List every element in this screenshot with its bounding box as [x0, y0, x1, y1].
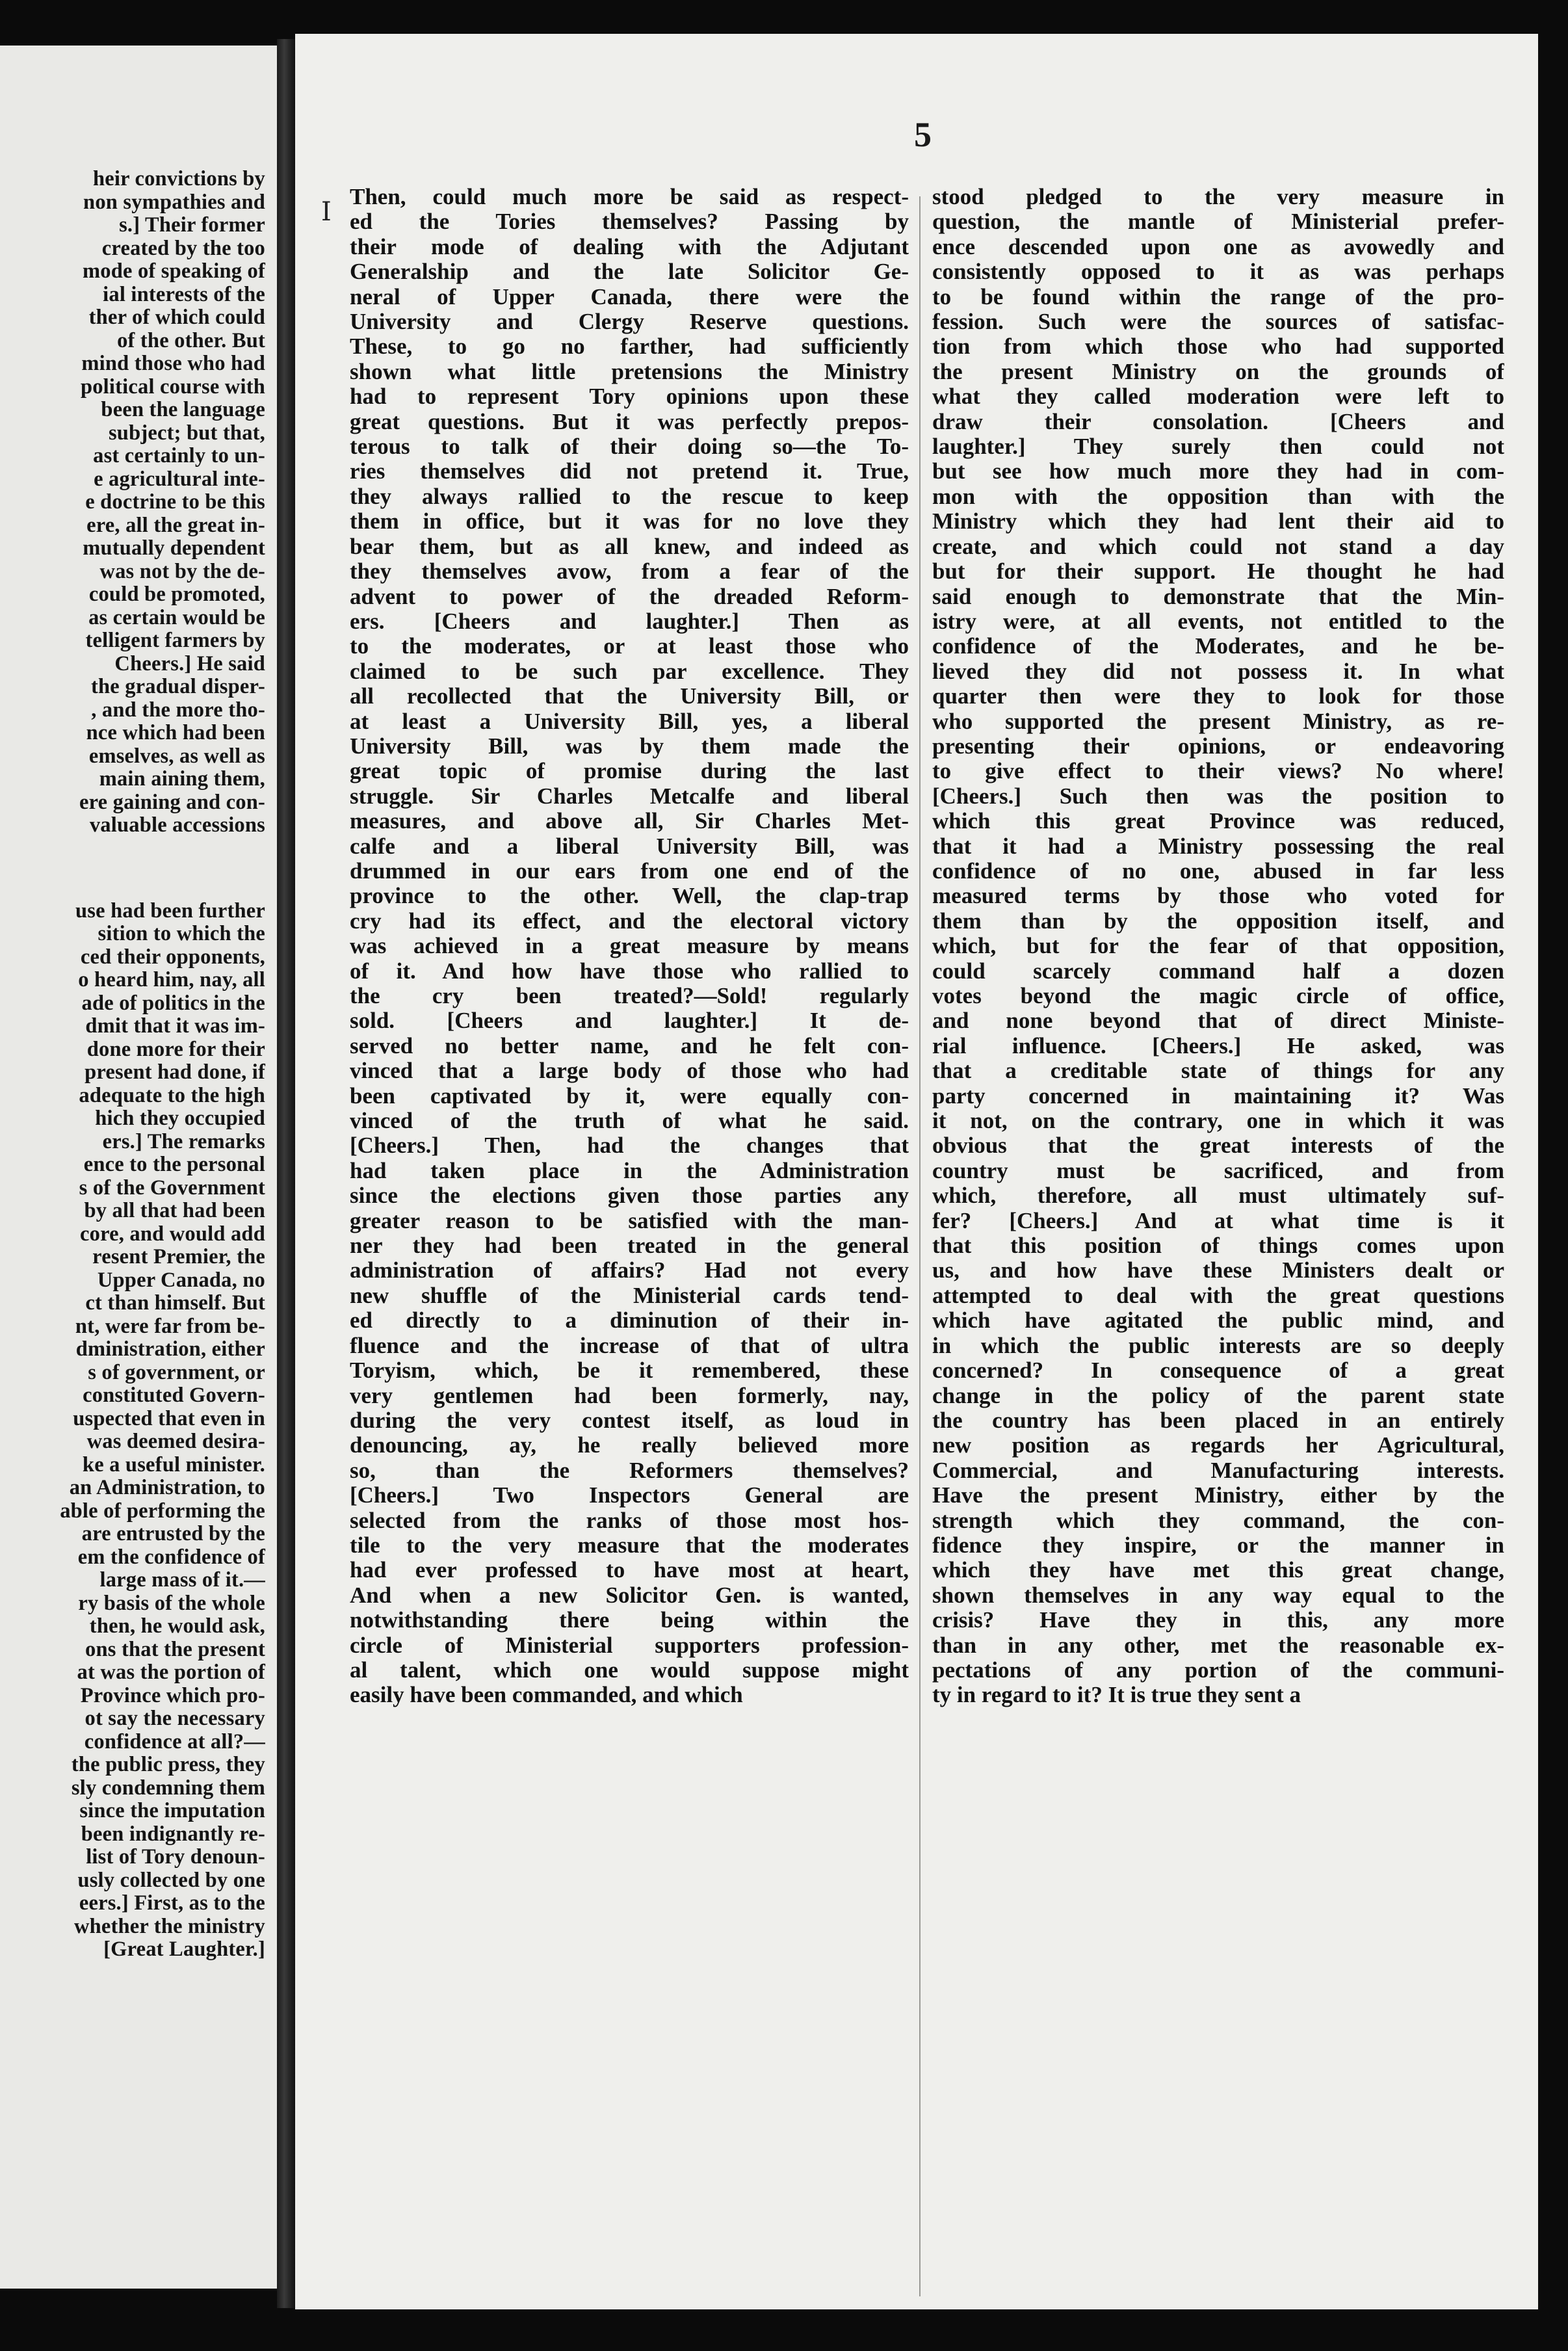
column-one-line: calfe and a liberal University Bill, was [350, 834, 909, 859]
column-two-line: ence descended upon one as avowedly and [932, 234, 1504, 259]
left-text-line: constituted Govern- [83, 1384, 265, 1407]
column-one-line: them in office, but it was for no love they [350, 509, 909, 534]
left-text-line: valuable accessions [89, 813, 265, 837]
left-text-line: , and the more tho- [91, 698, 265, 722]
column-two-line: confidence of no one, abused in far less [932, 858, 1504, 884]
left-text-line: s of government, or [88, 1360, 265, 1384]
column-two-line: strength which they command, the con- [932, 1508, 1504, 1533]
main-page [295, 34, 1538, 2309]
left-text-line: non sympathies and [83, 190, 265, 214]
left-text-line: o heard him, nay, all [78, 968, 265, 992]
left-text-line: Upper Canada, no [97, 1268, 265, 1292]
column-one-line: These, to go no farther, had sufficiently [350, 334, 909, 360]
column-two-line: ty in regard to it? It is true they sent a [932, 1683, 1301, 1708]
left-text-line: hich they occupied [95, 1107, 265, 1130]
column-two-line: could scarcely command half a dozen [932, 958, 1504, 984]
column-two-line: them than by the opposition itself, and [932, 908, 1504, 934]
column-one-line: vinced of the truth of what he said. [350, 1109, 909, 1134]
column-two-line: which have agitated the public mind, and [932, 1308, 1504, 1333]
left-text-line: ced their opponents, [80, 945, 265, 969]
left-text-line [0, 837, 265, 900]
column-two-line: Commercial, and Manufacturing interests. [932, 1458, 1504, 1483]
column-two-line: tion from which those who had supported [932, 334, 1504, 360]
left-text-line: nce which had been [86, 721, 265, 744]
column-one-line: University and Clergy Reserve questions. [350, 309, 909, 335]
column-two-line: the country has been placed in an entirely [932, 1408, 1504, 1433]
column-two-line: question, the mantle of Ministerial prefer- [932, 209, 1504, 235]
column-two-line: measured terms by those who voted for [932, 884, 1504, 909]
left-text-line: usly collected by one [77, 1868, 265, 1892]
column-one-line: ed directly to a diminution of their in- [350, 1308, 909, 1333]
column-one-line: fluence and the increase of that of ultra [350, 1333, 909, 1358]
left-text-line: ons that the present [85, 1637, 265, 1661]
margin-mark: Ⅰ [321, 197, 332, 226]
column-two-line: and none beyond that of direct Ministe- [932, 1008, 1504, 1034]
column-two-line: crisis? Have they in this, any more [932, 1608, 1504, 1633]
column-one-line: advent to power of the dreaded Reform- [350, 584, 909, 609]
column-two-line: us, and how have these Ministers dealt or [932, 1258, 1504, 1283]
column-two-line: attempted to deal with the great questions [932, 1283, 1504, 1308]
column-two-line: country must be sacrificed, and from [932, 1158, 1504, 1183]
left-text-line: telligent farmers by [85, 629, 265, 652]
column-one-line: they themselves avow, from a fear of the [350, 559, 909, 584]
column-one-line: had ever professed to have most at heart, [350, 1558, 909, 1583]
column-one-line: [Cheers.] Two Inspectors General are [350, 1483, 909, 1508]
column-two-line: who supported the present Ministry, as re- [932, 709, 1504, 734]
column-one-line: neral of Upper Canada, there were the [350, 284, 909, 309]
column-one-line: [Cheers.] Then, had the changes that [350, 1133, 909, 1159]
left-text-line: ere, all the great in- [86, 513, 265, 537]
column-one-line: sold. [Cheers and laughter.] It de- [350, 1008, 909, 1034]
column-one-line: al talent, which one would suppose might [350, 1657, 909, 1683]
left-text-line: mutually dependent [83, 536, 265, 560]
column-two-line: mon with the opposition than with the [932, 484, 1504, 509]
column-two-line: to give effect to their views? No where! [932, 759, 1504, 784]
left-text-line: then, he would ask, [89, 1614, 265, 1638]
left-text-line: ther of which could [88, 306, 265, 329]
column-one-line: ed the Tories themselves? Passing by [350, 209, 909, 235]
column-two-line: laughter.] They surely then could not [932, 434, 1504, 460]
left-text-line: of the other. But [117, 328, 265, 352]
left-text-line: main aining them, [99, 767, 265, 791]
left-page-fragment [0, 46, 277, 2289]
left-text-line: ial interests of the [103, 282, 265, 306]
column-two-line: quarter then were they to look for those [932, 684, 1504, 709]
left-text-line: was not by the de- [99, 559, 265, 583]
column-one-line: during the very contest itself, as loud in [350, 1408, 909, 1433]
column-two-line: Ministry which they had lent their aid to [932, 509, 1504, 534]
column-one-line: administration of affairs? Had not every [350, 1258, 909, 1283]
left-text-line: sly condemning them [71, 1776, 265, 1800]
left-text-line: ke a useful minister. [82, 1452, 265, 1477]
column-two-line: it not, on the contrary, one in which it was [932, 1109, 1504, 1134]
left-text-line: resent Premier, the [92, 1245, 265, 1268]
page-gutter [277, 39, 295, 2308]
left-text-line: able of performing the [60, 1499, 265, 1523]
column-two-line: fidence they inspire, or the manner in [932, 1532, 1504, 1558]
left-text-line: mode of speaking of [83, 259, 265, 283]
column-one-line: easily have been commanded, and which [350, 1683, 743, 1708]
left-text-line: the gradual disper- [90, 675, 265, 698]
column-one-line: of it. And how have those who rallied to [350, 958, 909, 984]
left-text-line: adequate to the high [79, 1083, 265, 1107]
column-one-line: claimed to be such par excellence. They [350, 659, 909, 684]
column-one-text [350, 185, 909, 1708]
column-two-line: what they called moderation were left to [932, 384, 1504, 410]
left-text-line: ast certainly to un- [93, 444, 265, 467]
column-two-line: consistently opposed to it as was perhaps [932, 259, 1504, 285]
column-two-line: istry were, at all events, not entitled to the [932, 609, 1504, 634]
left-text-line: could be promoted, [88, 583, 265, 606]
left-text-line: subject; but that, [108, 421, 265, 445]
column-one-line: all recollected that the University Bill, or [350, 684, 909, 709]
left-text-line: e agricultural inte- [94, 467, 265, 491]
column-two-line: but for their support. He thought he had [932, 559, 1504, 584]
left-text-line: been indignantly re- [81, 1822, 265, 1846]
column-two-line: pectations of any portion of the communi- [932, 1657, 1504, 1683]
left-text-line: at was the portion of [77, 1661, 265, 1684]
column-two-line: [Cheers.] Such then was the position to [932, 783, 1504, 809]
column-one-line: vinced that a large body of those who had [350, 1058, 909, 1084]
column-one-line: tile to the very measure that the moderates [350, 1532, 909, 1558]
column-two-line: the present Ministry on the grounds of [932, 359, 1504, 384]
column-one-line: selected from the ranks of those most hos- [350, 1508, 909, 1533]
column-two-line: rial influence. [Cheers.] He asked, was [932, 1033, 1504, 1058]
column-one-line: great questions. But it was perfectly prepos- [350, 409, 909, 434]
column-one-line: struggle. Sir Charles Metcalfe and liberal [350, 783, 909, 809]
column-one-line: measures, and above all, Sir Charles Met- [350, 809, 909, 834]
left-text-line: dministration, either [75, 1337, 265, 1361]
left-text-line: sition to which the [98, 922, 265, 945]
left-text-line: mind those who had [81, 352, 265, 375]
column-one-line: Generalship and the late Solicitor Ge- [350, 259, 909, 285]
column-one-line: was achieved in a great measure by means [350, 934, 909, 959]
left-text-line: since the imputation [79, 1799, 265, 1822]
left-text-line: ct than himself. But [85, 1291, 265, 1315]
left-text-line: political course with [80, 374, 265, 399]
column-one-line: they always rallied to the rescue to keep [350, 484, 909, 509]
column-one-line: had to represent Tory opinions upon these [350, 384, 909, 410]
column-one-line: served no better name, and he felt con- [350, 1033, 909, 1058]
column-two-line: Have the present Ministry, either by the [932, 1483, 1504, 1508]
left-text-line: ade of politics in the [81, 991, 265, 1015]
column-two-line: fession. Such were the sources of satisfac- [932, 309, 1504, 335]
column-two-line: in which the public interests are so deeply [932, 1333, 1504, 1358]
column-two-line: said enough to demonstrate that the Min- [932, 584, 1504, 609]
column-two-line: which, therefore, all must ultimately suf- [932, 1183, 1504, 1209]
left-text-line: ot say the necessary [85, 1707, 265, 1730]
left-text-line: was deemed desira- [86, 1430, 265, 1453]
column-one-line: ries themselves did not pretend it. True, [350, 459, 909, 484]
column-one-line: their mode of dealing with the Adjutant [350, 234, 909, 259]
left-text-line: em the confidence of [77, 1545, 265, 1569]
left-text-line: use had been further [75, 899, 265, 923]
left-text-line: whether the ministry [73, 1914, 265, 1938]
column-two-line: than in any other, met the reasonable ex- [932, 1633, 1504, 1658]
column-two-line: presenting their opinions, or endeavoring [932, 733, 1504, 759]
column-one-line: Then, could much more be said as respect- [350, 185, 909, 209]
column-one-line: bear them, but as all knew, and indeed as [350, 534, 909, 559]
column-two-line: stood pledged to the very measure in [932, 185, 1504, 209]
column-two-line: concerned? In consequence of a great [932, 1358, 1504, 1384]
left-text-line: ence to the personal [83, 1153, 265, 1176]
column-two-line: create, and which could not stand a day [932, 534, 1504, 559]
column-two-line: shown themselves in any way equal to the [932, 1583, 1504, 1608]
column-one-line: the cry been treated?—Sold! regularly [350, 984, 909, 1008]
column-one-line: denouncing, ay, he really believed more [350, 1433, 909, 1458]
left-text-line: ere gaining and con- [79, 790, 265, 814]
left-text-line: created by the too [101, 236, 265, 260]
column-two-line: new position as regards her Agricultural, [932, 1433, 1504, 1458]
column-one-line: been captivated by it, were equally con- [350, 1083, 909, 1109]
column-one-line: province to the other. Well, the clap-trap [350, 884, 909, 909]
column-two-line: change in the policy of the parent state [932, 1383, 1504, 1408]
left-text-line: as certain would be [88, 605, 265, 629]
left-text-line: nt, were far from be- [75, 1314, 265, 1338]
left-text-line: by all that had been [84, 1199, 265, 1222]
column-one-line: University Bill, was by them made the [350, 733, 909, 759]
left-text-line: large mass of it.— [99, 1568, 265, 1592]
left-text-line: heir convictions by [92, 167, 265, 190]
left-text-line: dmit that it was im- [85, 1014, 265, 1038]
left-text-line: uspected that even in [73, 1406, 265, 1430]
column-one-line: shown what little pretensions the Ministry [350, 359, 909, 384]
column-one-line: cry had its effect, and the electoral victory [350, 908, 909, 934]
left-column-text [0, 168, 265, 1962]
column-one-line: very gentlemen had been formerly, nay, [350, 1383, 909, 1408]
column-two-line: to be found within the range of the pro- [932, 284, 1504, 309]
left-text-line: an Administration, to [69, 1476, 265, 1499]
left-text-line: [Great Laughter.] [103, 1937, 265, 1961]
column-one-line: ers. [Cheers and laughter.] Then as [350, 609, 909, 634]
column-one-line: ner they had been treated in the general [350, 1233, 909, 1259]
column-one-line: terous to talk of their doing so—the To- [350, 434, 909, 460]
left-text-line: list of Tory denoun- [86, 1845, 265, 1869]
page-number: 5 [914, 115, 932, 154]
left-text-line: s of the Government [79, 1176, 265, 1200]
column-two-line: lieved they did not possess it. In what [932, 659, 1504, 684]
column-two-line: fer? [Cheers.] And at what time is it [932, 1208, 1504, 1233]
left-text-line: ry basis of the whole [78, 1591, 265, 1615]
column-one-line: since the elections given those parties any [350, 1183, 909, 1209]
column-two-line: obvious that the great interests of the [932, 1133, 1504, 1159]
column-two-line: which they have met this great change, [932, 1558, 1504, 1583]
column-one-line: great topic of promise during the last [350, 759, 909, 784]
left-text-line: Province which pro- [80, 1683, 265, 1707]
column-two-line: that this position of things comes upon [932, 1233, 1504, 1259]
column-one-line: notwithstanding there being within the [350, 1608, 909, 1633]
column-one-line: drummed in our ears from one end of the [350, 858, 909, 884]
column-two-line: that a creditable state of things for any [932, 1058, 1504, 1084]
column-one-line: And when a new Solicitor Gen. is wanted, [350, 1583, 909, 1608]
left-text-line: ers.] The remarks [102, 1129, 265, 1153]
column-two-line: which, but for the fear of that opposition, [932, 934, 1504, 959]
column-one-line: new shuffle of the Ministerial cards tend- [350, 1283, 909, 1308]
left-text-line: Cheers.] He said [114, 651, 265, 676]
left-text-line: present had done, if [85, 1060, 265, 1084]
column-two-line: confidence of the Moderates, and he be- [932, 634, 1504, 659]
column-one-line: Toryism, which, be it remembered, these [350, 1358, 909, 1384]
column-two-line: votes beyond the magic circle of office, [932, 984, 1504, 1008]
column-one-line: so, than the Reformers themselves? [350, 1458, 909, 1483]
left-text-line: core, and would add [80, 1222, 265, 1246]
left-text-line: emselves, as well as [88, 744, 265, 768]
left-text-line: been the language [101, 398, 265, 421]
column-two-line: but see how much more they had in com- [932, 459, 1504, 484]
column-two-line: that it had a Ministry possessing the real [932, 834, 1504, 859]
left-text-line: eers.] First, as to the [79, 1891, 265, 1915]
left-text-line: the public press, they [71, 1753, 265, 1776]
column-one-line: greater reason to be satisfied with the man- [350, 1208, 909, 1233]
column-one-line: had taken place in the Administration [350, 1158, 909, 1183]
column-two-line: which this great Province was reduced, [932, 809, 1504, 834]
left-text-line: e doctrine to be this [85, 490, 265, 514]
left-text-line: are entrusted by the [81, 1522, 265, 1545]
column-one-line: at least a University Bill, yes, a liberal [350, 709, 909, 734]
left-text-line: s.] Their former [119, 213, 265, 237]
left-text-line: done more for their [86, 1037, 265, 1061]
column-two-line: draw their consolation. [Cheers and [932, 409, 1504, 434]
column-two-text [932, 185, 1504, 1708]
column-one-line: circle of Ministerial supporters profession- [350, 1633, 909, 1658]
column-one-line: to the moderates, or at least those who [350, 634, 909, 659]
column-two-line: party concerned in maintaining it? Was [932, 1083, 1504, 1109]
column-divider [919, 196, 921, 2296]
left-text-line: confidence at all?— [84, 1729, 265, 1753]
